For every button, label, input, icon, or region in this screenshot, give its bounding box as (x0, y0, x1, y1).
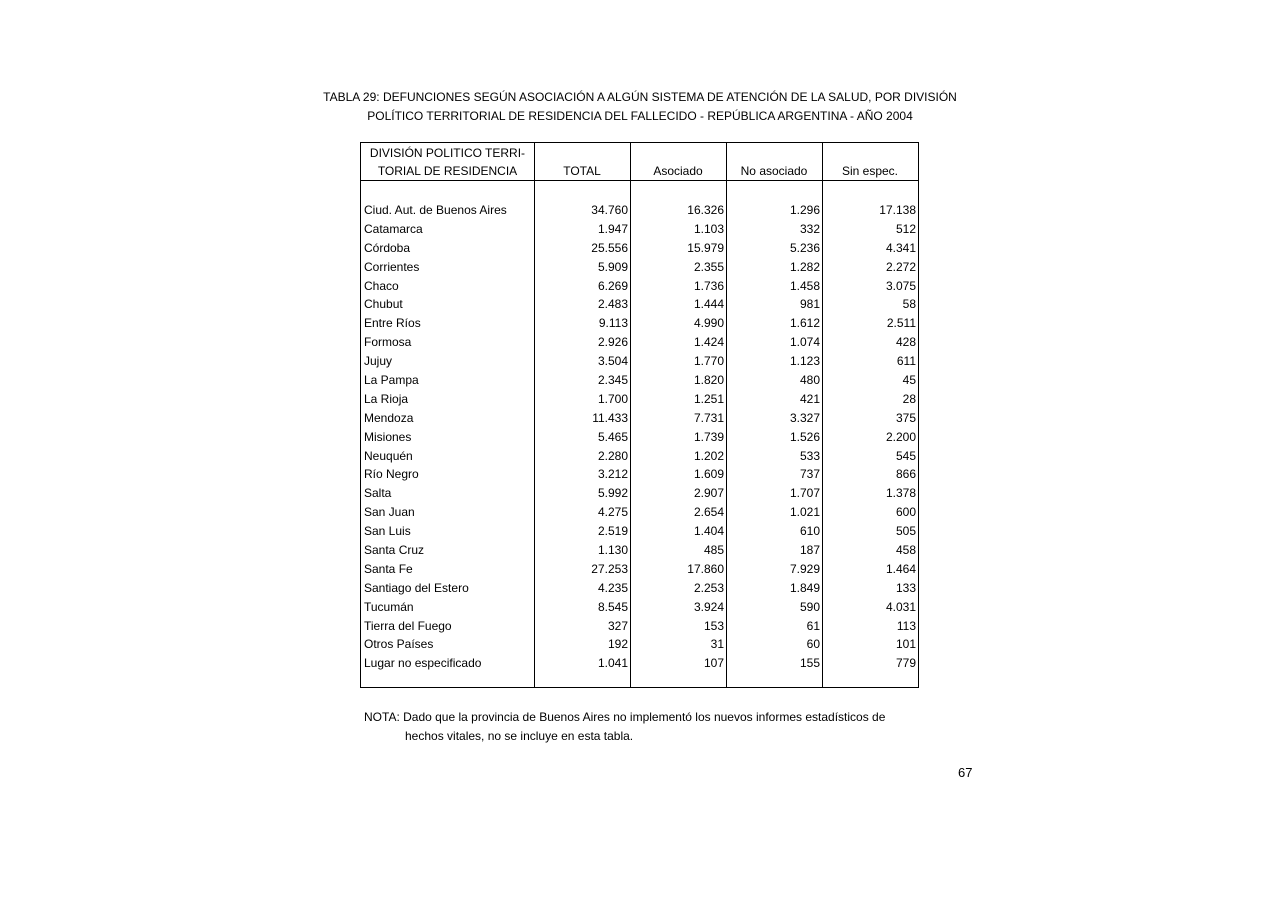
row-total: 3.504 (597, 354, 628, 369)
row-sin-espec: 101 (895, 637, 916, 652)
row-asociado: 17.860 (687, 561, 724, 576)
row-no-asociado: 1.296 (789, 203, 820, 217)
row-total: 1.130 (597, 543, 628, 558)
row-total: 34.760 (591, 203, 628, 217)
row-name: Lugar no especificado (364, 656, 482, 671)
row-total: 4.235 (597, 580, 628, 595)
row-name: Neuquén (364, 448, 413, 463)
row-sin-espec: 428 (895, 335, 916, 350)
row-total: 2.345 (597, 373, 628, 388)
row-asociado: 1.736 (693, 278, 724, 293)
table-row (361, 522, 918, 541)
footnote-line1: NOTA: Dado que la provincia de Buenos Aires no implementó los nuevos informes estadísticos de (364, 710, 886, 724)
row-asociado: 485 (703, 543, 724, 558)
row-sin-espec: 28 (902, 391, 916, 406)
row-no-asociado: 1.612 (789, 316, 820, 331)
row-sin-espec: 611 (896, 354, 916, 369)
row-total: 6.269 (597, 278, 628, 293)
header-divider (361, 180, 918, 181)
row-asociado: 107 (703, 656, 724, 671)
row-total: 2.519 (597, 524, 628, 539)
footnote-line2: hechos vitales, no se incluye en esta tabla. (405, 729, 634, 743)
row-asociado: 4.990 (693, 316, 724, 331)
header-division-line1: DIVISIÓN POLITICO TERRI- (369, 146, 526, 160)
row-name: San Juan (364, 505, 415, 520)
row-name: Corrientes (364, 259, 420, 274)
row-name: Santiago del Estero (364, 580, 469, 595)
row-asociado: 1.202 (693, 448, 724, 463)
row-name: Tucumán (364, 599, 414, 614)
row-asociado: 7.731 (693, 410, 724, 425)
table-row (361, 503, 918, 522)
row-total: 2.280 (597, 448, 628, 463)
row-no-asociado: 1.074 (789, 335, 820, 350)
row-total: 3.212 (597, 467, 628, 482)
row-no-asociado: 1.021 (789, 505, 820, 520)
row-no-asociado: 7.929 (789, 561, 820, 576)
header-total: TOTAL (563, 164, 601, 178)
row-name: Mendoza (364, 410, 414, 425)
header-no-asociado: No asociado (740, 164, 808, 178)
table-row (361, 352, 918, 371)
page-number: 67 (958, 765, 973, 780)
row-sin-espec: 866 (895, 467, 916, 482)
row-name: Chaco (364, 278, 399, 293)
table-row (361, 541, 918, 560)
row-no-asociado: 1.123 (789, 354, 820, 369)
data-table (360, 142, 919, 688)
row-name: Santa Cruz (364, 543, 425, 558)
row-no-asociado: 187 (799, 543, 820, 558)
row-sin-espec: 4.031 (885, 599, 916, 614)
row-name: Tierra del Fuego (364, 618, 452, 633)
row-no-asociado: 1.458 (789, 278, 820, 293)
row-sin-espec: 3.075 (885, 278, 916, 293)
header-division (361, 144, 534, 180)
row-asociado: 153 (703, 618, 724, 633)
row-asociado: 1.444 (693, 297, 724, 312)
row-sin-espec: 512 (895, 221, 916, 236)
row-name: Otros Países (364, 637, 434, 652)
row-sin-espec: 2.272 (885, 259, 916, 274)
row-total: 8.545 (597, 599, 628, 614)
row-total: 327 (607, 618, 628, 633)
row-asociado: 15.979 (687, 240, 724, 255)
row-no-asociado: 533 (799, 448, 820, 463)
row-no-asociado: 1.707 (789, 486, 820, 501)
row-name: Catamarca (364, 221, 423, 236)
table-row (361, 409, 918, 428)
table-row (361, 220, 918, 239)
row-asociado: 16.326 (687, 203, 724, 217)
row-no-asociado: 1.849 (789, 580, 820, 595)
table-row (361, 314, 918, 333)
row-asociado: 1.609 (693, 467, 724, 482)
table-title-line2: POLÍTICO TERRITORIAL DE RESIDENCIA DEL FALLECIDO - REPÚBLICA ARGENTINA - AÑO 2004 (367, 109, 913, 123)
row-sin-espec: 133 (895, 580, 916, 595)
header-division-line2: TORIAL DE RESIDENCIA (377, 164, 518, 178)
row-total: 192 (607, 637, 628, 652)
table-body (361, 201, 918, 673)
table-title (300, 88, 980, 126)
row-total: 1.947 (597, 221, 628, 236)
row-no-asociado: 421 (799, 391, 820, 406)
row-no-asociado: 981 (799, 297, 820, 312)
row-total: 5.909 (597, 259, 628, 274)
row-asociado: 1.404 (693, 524, 724, 539)
row-no-asociado: 155 (799, 656, 820, 671)
row-name: Formosa (364, 335, 412, 350)
table-row (361, 465, 918, 484)
row-sin-espec: 45 (902, 373, 916, 388)
row-asociado: 31 (710, 637, 724, 652)
row-no-asociado: 3.327 (789, 410, 820, 425)
row-asociado: 1.739 (693, 429, 724, 444)
row-asociado: 3.924 (693, 599, 724, 614)
row-total: 1.041 (597, 656, 628, 671)
row-name: Río Negro (364, 467, 419, 482)
row-sin-espec: 113 (896, 618, 916, 633)
table-row (361, 277, 918, 296)
row-sin-espec: 779 (895, 656, 916, 671)
header-sin-espec: Sin espec. (841, 164, 899, 178)
row-name: Santa Fe (364, 561, 413, 576)
table-row (361, 635, 918, 654)
row-no-asociado: 1.282 (789, 259, 820, 274)
row-total: 1.700 (597, 391, 628, 406)
table-row (361, 617, 918, 636)
row-total: 2.926 (597, 335, 628, 350)
row-no-asociado: 610 (799, 524, 820, 539)
table-row (361, 484, 918, 503)
row-asociado: 2.355 (693, 259, 724, 274)
row-name: Chubut (364, 297, 403, 312)
row-total: 2.483 (597, 297, 628, 312)
row-asociado: 1.251 (693, 391, 724, 406)
table-row (361, 201, 918, 220)
row-name: La Pampa (364, 373, 419, 388)
row-no-asociado: 1.526 (789, 429, 820, 444)
row-no-asociado: 60 (806, 637, 820, 652)
row-sin-espec: 2.511 (886, 316, 916, 331)
row-asociado: 2.253 (693, 580, 724, 595)
row-no-asociado: 61 (806, 618, 820, 633)
table-row (361, 598, 918, 617)
row-total: 11.433 (592, 410, 628, 425)
row-name: Misiones (364, 429, 412, 444)
table-row (361, 295, 918, 314)
row-no-asociado: 480 (799, 373, 820, 388)
row-total: 25.556 (591, 240, 628, 255)
row-total: 4.275 (597, 505, 628, 520)
row-no-asociado: 590 (799, 599, 820, 614)
row-sin-espec: 2.200 (885, 429, 916, 444)
row-sin-espec: 1.378 (885, 486, 916, 501)
row-no-asociado: 737 (799, 467, 820, 482)
row-total: 5.465 (597, 429, 628, 444)
row-total: 27.253 (591, 561, 628, 576)
row-asociado: 2.654 (693, 505, 724, 520)
row-name: Entre Ríos (364, 316, 421, 331)
row-asociado: 2.907 (693, 486, 724, 501)
footnote (364, 708, 885, 746)
row-total: 9.113 (598, 316, 628, 331)
table-row (361, 390, 918, 409)
row-name: Córdoba (364, 240, 411, 255)
table-row (361, 239, 918, 258)
row-name: Salta (364, 486, 392, 501)
row-name: Jujuy (364, 354, 393, 369)
row-sin-espec: 375 (895, 410, 916, 425)
row-total: 5.992 (597, 486, 628, 501)
row-name: Ciud. Aut. de Buenos Aires (364, 203, 507, 217)
table-row (361, 560, 918, 579)
row-sin-espec: 4.341 (885, 240, 916, 255)
table-row (361, 258, 918, 277)
table-row (361, 371, 918, 390)
table-row (361, 447, 918, 466)
row-name: San Luis (364, 524, 411, 539)
row-sin-espec: 458 (895, 543, 916, 558)
row-sin-espec: 17.138 (879, 203, 916, 217)
table-row (361, 428, 918, 447)
row-sin-espec: 600 (895, 505, 916, 520)
row-no-asociado: 332 (799, 221, 820, 236)
header-asociado: Asociado (653, 164, 703, 178)
row-sin-espec: 545 (895, 448, 916, 463)
row-name: La Rioja (364, 391, 409, 406)
row-asociado: 1.103 (693, 221, 724, 236)
row-asociado: 1.424 (693, 335, 724, 350)
row-sin-espec: 1.464 (885, 561, 916, 576)
row-sin-espec: 58 (902, 297, 916, 312)
row-sin-espec: 505 (895, 524, 916, 539)
row-asociado: 1.820 (693, 373, 724, 388)
table-row (361, 333, 918, 352)
row-asociado: 1.770 (693, 354, 724, 369)
table-row (361, 579, 918, 598)
table-title-line1: TABLA 29: DEFUNCIONES SEGÚN ASOCIACIÓN A ALGÚN SISTEMA DE ATENCIÓN DE LA SALUD, POR DIVISIÓN (323, 90, 957, 104)
table-row (361, 654, 918, 673)
row-no-asociado: 5.236 (789, 240, 820, 255)
